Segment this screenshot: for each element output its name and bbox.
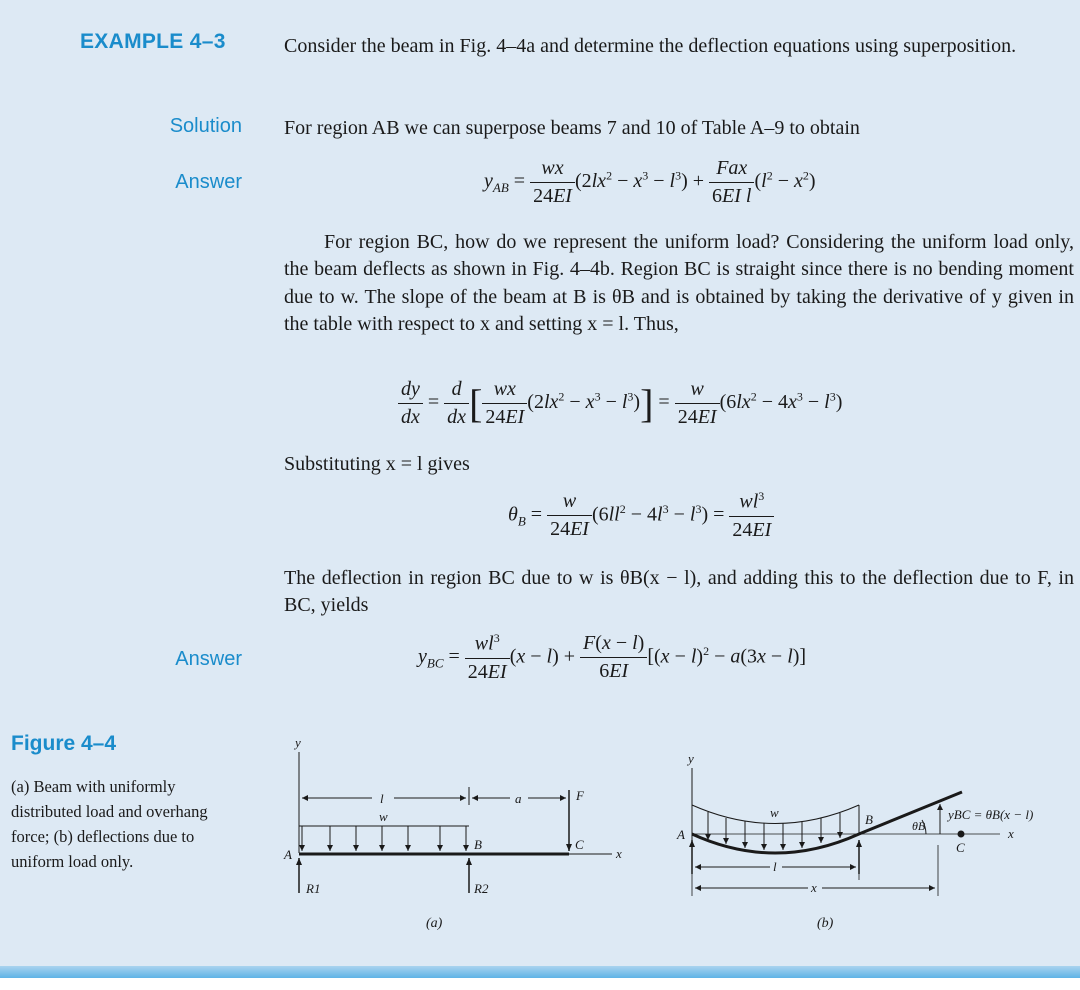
figure-caption: (a) Beam with uniformly distributed load and overhang force; (b) deflections due to uniform load only. — [11, 777, 208, 871]
panel-a-point-c: C — [575, 837, 584, 852]
equation-y-ab: $y_{AB}$ = $\frac{wx}{24EI}$ $(2lx^2 - x^3 - l^3)$ + $\frac{\text{Fax}}{\text{6EI l}}$ $(l^2 - x^2)$ — [484, 157, 816, 207]
panel-b-point-b: B — [865, 812, 873, 827]
panel-a-r1: R1 — [306, 881, 321, 896]
panel-b-label: (b) — [817, 916, 834, 931]
panel-b-ybc: yBC = θB(x − l) — [948, 807, 1034, 822]
panel-a-x-label: x — [616, 846, 622, 861]
panel-a — [283, 735, 622, 931]
uniform-load-arrows — [302, 826, 466, 851]
example-statement: Consider the beam in Fig. 4–4a and determine the deflection equations using superposition. — [284, 35, 1017, 57]
panel-b-dim-l: l — [773, 859, 777, 874]
equation-dy-dx: $\frac{dy}{dx}$ = $\frac{d}{dx}$ [ $\frac{wx}{24EI}$ $(2lx^2 - x^3 - l^3)$] = $\frac{w}{24EI}$ $(6lx^2 - 4x^3 - l^3)$ — [398, 378, 842, 429]
panel-a-point-b: B — [474, 837, 482, 852]
deflection-bc-paragraph: The deflection in region BC due to w is θB(x − l), and adding this to the deflection due to F, in BC, yields — [284, 567, 1074, 617]
substituting-text: Substituting x = l gives — [284, 453, 470, 475]
answer-label-1: Answer — [175, 171, 242, 193]
panel-b-theta: θB — [912, 819, 926, 833]
example-label: EXAMPLE 4–3 — [80, 30, 226, 53]
solution-label: Solution — [169, 115, 242, 137]
figure-title: Figure 4–4 — [11, 732, 117, 755]
equation-y-bc: $y_{BC}$ = $\frac{wl^3}{24EI}$ (x − l) + $\frac{F(x - l)}{6EI}$ $[(x - l)^2 - a(3x - l)]$ — [418, 631, 807, 683]
panel-b-point-c: C — [956, 840, 965, 855]
region-bc-paragraph: For region BC, how do we represent the uniform load? Considering the uniform load only, the beam deflects as shown in Fig. 4–4b. Region BC is straight since there is no bending moment due to w. The slope of the beam at B is θB and is obtained by taking the derivative of y given in the table with respect to x and setting x = l. Thus, — [284, 231, 1074, 336]
solution-intro: For region AB we can superpose beams 7 and 10 of Table A–9 to obtain — [284, 117, 860, 139]
panel-b — [676, 751, 1033, 931]
panel-a-dim-l: l — [380, 791, 384, 806]
point-c-dot — [958, 831, 965, 838]
panel-b-point-a: A — [677, 827, 685, 842]
panel-b-dim-x: x — [811, 880, 817, 895]
panel-a-force-f: F — [576, 788, 584, 803]
panel-a-y-label: y — [295, 735, 301, 750]
panel-a-point-a: A — [284, 847, 292, 862]
panel-a-load-w: w — [379, 809, 388, 824]
panel-a-dim-a: a — [515, 791, 522, 806]
panel-a-r2: R2 — [474, 881, 489, 896]
panel-b-y-label: y — [688, 751, 694, 766]
answer-label-2: Answer — [175, 648, 242, 670]
panel-b-x-label: x — [1008, 826, 1014, 841]
panel-b-load-w: w — [770, 805, 779, 820]
panel-a-label: (a) — [426, 916, 443, 931]
equation-theta-b: $\theta_B$ = $\frac{w}{24EI}$ $(6ll^2 - 4l^3 - l^3)$ = $\frac{wl^3}{24EI}$ — [508, 490, 774, 542]
